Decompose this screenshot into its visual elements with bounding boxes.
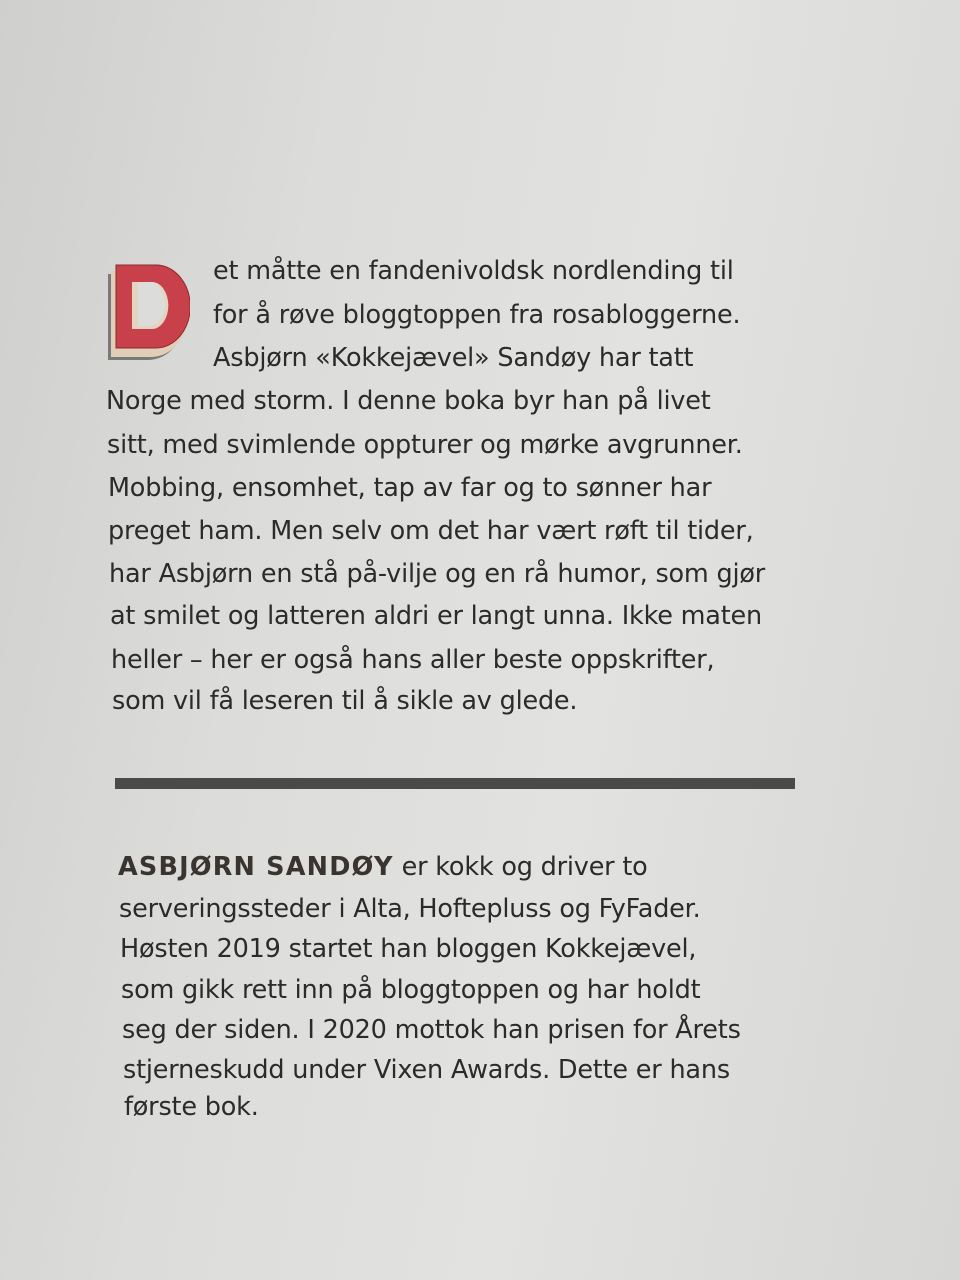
bio-line: første bok.	[124, 1092, 259, 1122]
blurb-line: Asbjørn «Kokkejævel» Sandøy har tatt	[213, 343, 694, 373]
blurb-line: at smilet og latteren aldri er langt unna. Ikke maten	[110, 601, 762, 631]
divider-rule	[115, 778, 795, 789]
bio-line: som gikk rett inn på bloggtoppen og har holdt	[121, 975, 701, 1005]
blurb-line: Norge med storm. I denne boka byr han på livet	[106, 386, 711, 416]
author-name: ASBJØRN SANDØY	[118, 852, 394, 882]
bio-line: Høsten 2019 startet han bloggen Kokkejævel,	[120, 934, 697, 964]
bio-line: seg der siden. I 2020 mottok han prisen for Årets	[122, 1015, 741, 1045]
blurb-line: et måtte en fandenivoldsk nordlending til	[213, 256, 734, 286]
blurb-line: som vil få leseren til å sikle av glede.	[112, 686, 578, 716]
blurb-line: Mobbing, ensomhet, tap av far og to sønner har	[108, 473, 712, 503]
bio-line: serveringssteder i Alta, Hoftepluss og FyFader.	[119, 894, 701, 924]
blurb-line: har Asbjørn en stå på-vilje og en rå humor, som gjør	[109, 559, 766, 589]
bio-line: stjerneskudd under Vixen Awards. Dette er hans	[123, 1055, 730, 1085]
bio-text: er kokk og driver to	[393, 852, 648, 882]
blurb-line: sitt, med svimlende oppturer og mørke avgrunner.	[107, 430, 743, 460]
drop-cap-d	[106, 262, 190, 362]
bio-first-line	[118, 852, 648, 882]
blurb-line: preget ham. Men selv om det har vært røft til tider,	[108, 516, 754, 546]
blurb-line: for å røve bloggtoppen fra rosabloggerne.	[213, 300, 741, 330]
blurb-line: heller – her er også hans aller beste oppskrifter,	[111, 645, 715, 675]
